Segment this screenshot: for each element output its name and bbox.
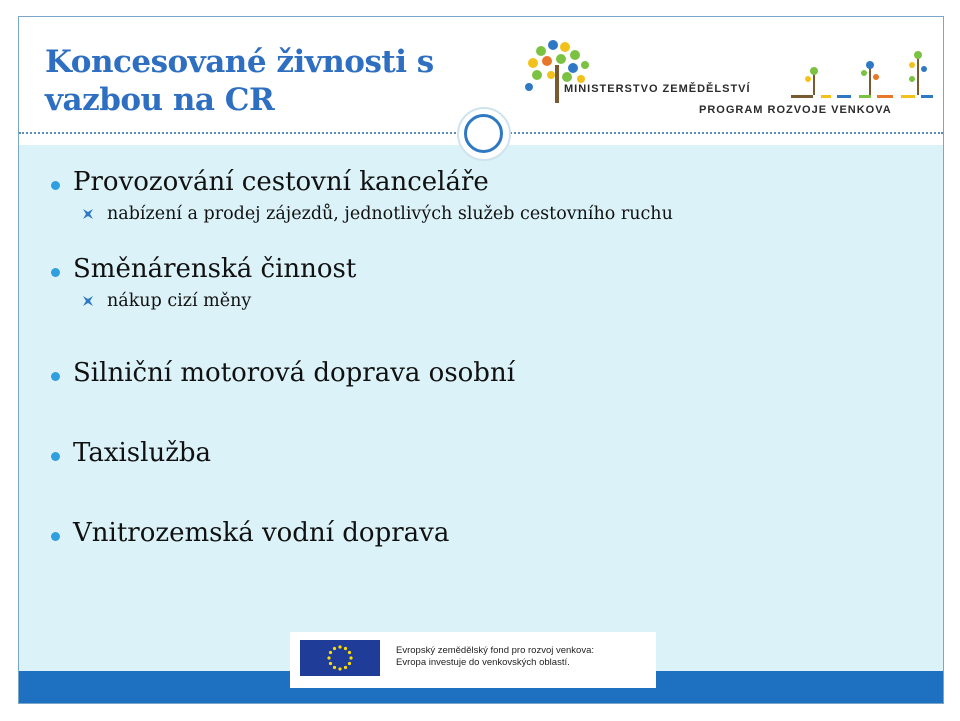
title-line-1: Koncesované živnosti s <box>45 44 434 80</box>
bullet-list <box>49 165 673 550</box>
bullet-item-5: Vnitrozemská vodní doprava <box>49 516 673 550</box>
sub-bullet-item-1 <box>49 203 673 225</box>
star-bullet-icon <box>83 209 93 219</box>
eu-flag-icon <box>300 640 380 676</box>
plants-icon <box>791 51 933 98</box>
star-bullet-icon <box>83 296 93 306</box>
slide-title <box>45 43 434 119</box>
slide <box>18 16 944 704</box>
eu-fund-line-2: Evropa investuje do venkovských oblastí. <box>396 657 570 668</box>
bullet-item-3: Silniční motorová doprava osobní <box>49 356 673 390</box>
decorative-circle-icon <box>457 107 511 161</box>
program-logo-text: PROGRAM ROZVOJE VENKOVA <box>699 104 892 116</box>
bullet-item-4: Taxislužba <box>49 436 673 470</box>
sub-bullet-item-2 <box>49 290 673 312</box>
sub-bullet-text-1: nabízení a prodej zájezdů, jednotlivých služeb cestovního ruchu <box>107 204 673 224</box>
bullet-item-2: Směnárenská činnost <box>49 252 673 286</box>
eu-fund-line-1: Evropský zemědělský fond pro rozvoj venkova: <box>396 645 595 656</box>
sub-bullet-text-2: nákup cizí měny <box>107 291 252 311</box>
eu-fund-text <box>396 645 594 669</box>
ministry-logo-text: MINISTERSTVO ZEMĚDĚLSTVÍ <box>564 83 751 95</box>
bullet-item-1: Provozování cestovní kanceláře <box>49 165 673 199</box>
title-line-2: vazbou na CR <box>45 82 275 118</box>
eu-footer-box <box>290 632 656 688</box>
